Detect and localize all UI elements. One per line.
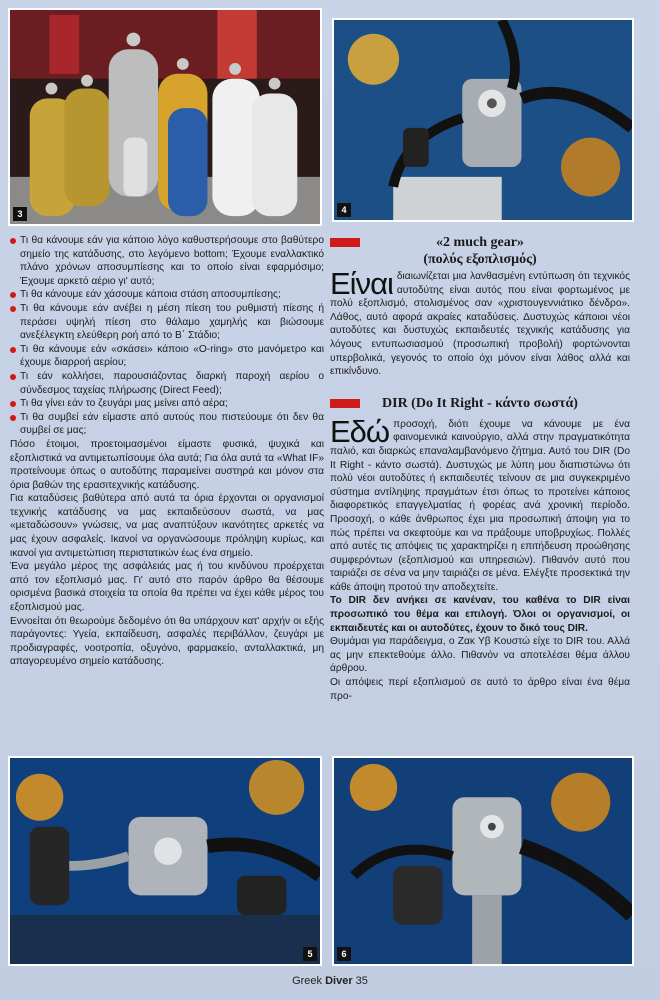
bullet-item: Τι θα κάνουμε εάν για κάποιο λόγο καθυστερήσουμε στο βαθύτερο σημείο της κατάδυσης, στο λεγόμενο bottom; Έχουμε εναλλακτικό πλάνο χρόνων αποσυμπίεσης και το οποίο είναι εφαρμόσιμο; Έχουμε αρκετό αέριο γι' αυτό; <box>10 234 324 288</box>
body-paragraph: Εννοείται ότι θεωρούμε δεδομένο ότι θα υπάρχουν κατ' αρχήν οι εξής παράγοντες: Υγεία, εκπαίδευση, ασφαλές περιβάλλον, ζευγάρι με προδιαγραφές, νοοτροπία, οξυγόνο, φαρμακείο, ανταλλακτικά, μη απαγορευμένο σημείο κατάδυσης. <box>10 615 324 668</box>
page-number: 35 <box>355 975 368 987</box>
bullet-item: Τι θα συμβεί εάν είμαστε από αυτούς που πιστεύουμε ότι δεν θα συμβεί σε μας; <box>10 411 324 438</box>
dropcap: Εδώ <box>330 413 390 449</box>
figure-number: 3 <box>13 207 27 221</box>
heading-line: DIR (Do It Right - κάντο σωστά) <box>382 395 578 411</box>
heading-line: (πολύς εξοπλισμός) <box>423 252 537 267</box>
bullet-item: Τι θα κάνουμε εάν χάσουμε κάποια στάση αποσυμπίεσης; <box>10 288 324 302</box>
photo-regulator-side <box>8 756 322 966</box>
body-paragraph: Πόσο έτοιμοι, προετοιμασμένοι είμαστε φυσικά, ψυχικά και εξοπλιστικά να αντιμετωπίσουμε όλα αυτά; Για όλα αυτά τα «What IF» προτείνουμε όπως ο αυτοδύτης παραμείνει αυστηρά και μόνον στα όρια βαθών της ερασιτεχνικής κατάδυσης. <box>10 438 324 491</box>
dropcap: Είναι <box>330 266 393 301</box>
photo-regulator-first-stage <box>332 18 634 222</box>
bold-paragraph: Το DIR δεν ανήκει σε κανέναν, του καθένα το DIR είναι προσωπικό του θέμα και επιλογή. Όλοι οι οργανισμοί, οι εκπαιδευτές και οι αυτοδύτες, έχουν το δικό τους DIR. <box>330 595 630 634</box>
body-paragraph: Οι απόψεις περί εξοπλισμού σε αυτό το άρθρο είναι ένα θέμα προ- <box>330 677 630 702</box>
bullet-item: Τι θα γίνει εάν το ζευγάρι μας μείνει από αέρα; <box>10 397 324 411</box>
photo-regulator-front <box>332 756 634 966</box>
section-paragraph <box>330 413 630 595</box>
figure-number: 4 <box>337 203 351 217</box>
section-heading-gear <box>330 234 630 268</box>
paragraph-text: διαιωνίζεται μια λανθασμένη εντύπωση ότι τεχνικός αυτοδύτης είναι αυτός που είναι φορτωμένος με πολύ εξοπλισμό, στολισμένος σαν «χριστουγεννιάτικο δένδρο». Λάθος, αυτό αφορά ακραίες καταδύσεις. Δυστυχώς κάποιοι νέοι αυτοδύτες και δυστυχώς εκπαιδευτές τεχνικής κατάδυσης για λόγους εντυπωσιασμού (προσωπική προβολή) φορτώνονται υπερβολικά, γεγονός το οποίο όχι μόνον είναι λάθος αλλά και επικίνδυνο. <box>330 271 630 378</box>
right-text-column <box>330 234 630 703</box>
bullet-item: Τι εάν κολλήσει, παρουσιάζοντας διαρκή παροχή αερίου ο σύνδεσμος ταχείας πλήρωσης (Direct Feed); <box>10 370 324 397</box>
magazine-name-prefix: Greek <box>292 975 326 987</box>
regulator-image-3 <box>334 758 632 964</box>
heading-red-bar <box>330 399 360 408</box>
paragraph-text: προσοχή, διότι έχουμε να κάνουμε με ένα φαινομενικά καινούργιο, αλλά στην πραγματικότητα παλιό, και διαρκώς επαναλαμβανόμενο ζήτημα. Αυτό του DIR (Do It Right - κάντο σωστά). Δυστυχώς με λύπη μου διαπιστώνω ότι πολύ νέοι αυτοδύτες ή εκπαιδευτές τείνουν σε μια συγκεκριμένο σύστημα αντίληψης πραγμάτων έτσι όπως το προτείνει κάποιος διαφορετικός επαγγελματίας ή φορέας ανά χρονική περίοδο. Προσοχή, ο κάθε άνθρωπος έχει μια προσωπική άποψη για το πώς πρέπει να σκεφτούμε και να πράξουμε υποβρυχίως. Πολλές από αυτές τις απόψεις τις χαρακτηρίζει η επιτήδευση προώθησης συμφερόντων (εξοπλισμού και υπηρεσιών). Πιθανόν αυτό που ταιριάζει σε σένα να μην ταιριάζει σε μένα. Ελέγξτε προσεκτικά την κάθε άποψη προτού την αποδεχτείτε. <box>330 418 630 593</box>
regulator-image-1 <box>334 20 632 220</box>
bullet-item: Τι θα κάνουμε εάν ανέβει η μέση πίεση του ρυθμιστή πίεσης ή περάσει υψηλή πίεση στο θάλαμο χαμηλής και βιώσουμε ανεξέλεγκτη ελεύθερη ροή από το Β΄ Στάδιο; <box>10 302 324 343</box>
figure-number: 6 <box>337 947 351 961</box>
section-paragraph <box>330 266 630 379</box>
body-paragraph: Ένα μεγάλο μέρος της ασφάλειάς μας ή του κινδύνου προέρχεται από τον εξοπλισμό μας. Γι' αυτό στο παρόν άρθρο θα θέσουμε ορισμένα βασικά στοιχεία τα οποία θα πρέπει να έχει κάθε μέρος του εξοπλισμού μας. <box>10 561 324 614</box>
heading-red-bar <box>330 238 360 247</box>
left-text-column <box>10 234 324 669</box>
section-heading-dir <box>330 395 630 412</box>
heading-line: «2 much gear» <box>436 235 524 250</box>
regulator-image-2 <box>10 758 320 964</box>
scuba-tanks-image <box>10 10 320 224</box>
figure-number: 5 <box>303 947 317 961</box>
bullet-item: Τι θα κάνουμε εάν «σκάσει» κάποιο «O-ring» στο μανόμετρο και έχουμε διαρροή αερίου; <box>10 343 324 370</box>
photo-scuba-tanks <box>8 8 322 226</box>
magazine-name-bold: Diver <box>325 975 353 987</box>
body-paragraph: Για καταδύσεις βαθύτερα από αυτά τα όρια έρχονται οι οργανισμοί τεχνικής κατάδυσης να μας εκπαιδεύσουν σωστά, να μας «μεταδώσουν» γνώσεις, να μας αναπτύξουν ικανότητες αρκετές να μας έχουν ασφαλείς. Ικανοί να οργανώσουμε πρόληψη κυρίως, και ικανοί για αντιμετώπιση περιστατικών έως ένα σημείο. <box>10 493 324 559</box>
page-footer <box>0 975 660 987</box>
body-paragraph: Θυμάμαι για παράδειγμα, ο Ζακ Υβ Κουστώ είχε το DIR του. Αλλά ας μην επεκτεθούμε άλλο. Πιθανόν να αποτελέσει θέμα άλλου άρθρου. <box>330 636 630 675</box>
